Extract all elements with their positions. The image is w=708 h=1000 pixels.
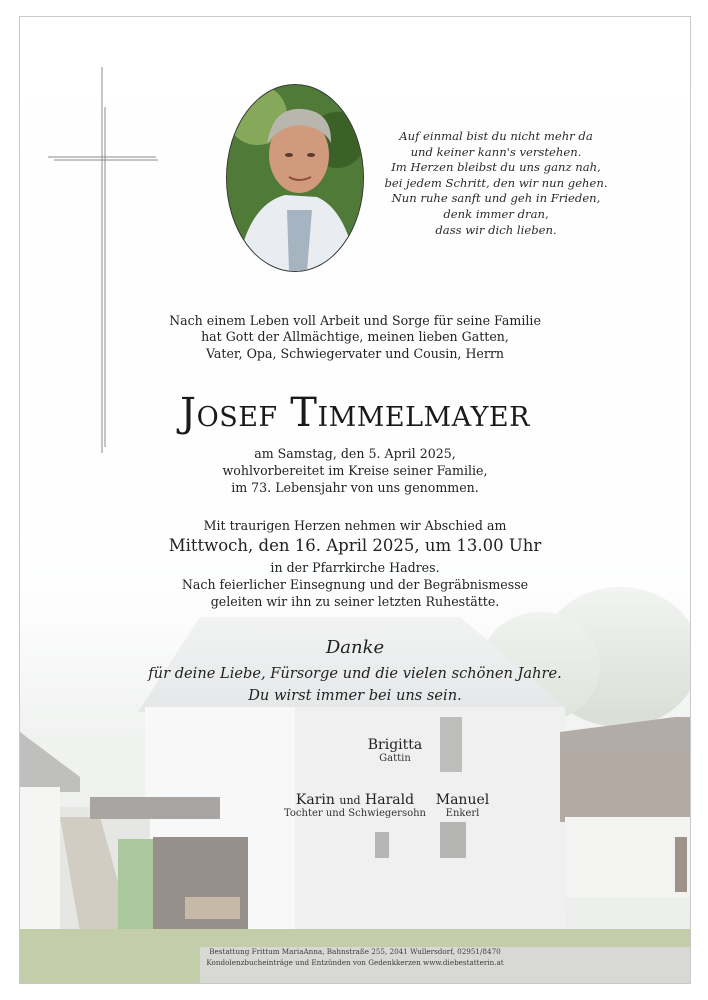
poem-line: dass wir dich lieben. — [435, 222, 557, 237]
funeral-date: Mittwoch, den 16. April 2025, um 13.00 Uhr — [168, 536, 542, 555]
mourner-name-2: Harald — [365, 792, 415, 808]
poem-line: denk immer dran, — [443, 206, 549, 221]
mourner-name — [275, 792, 435, 808]
intro-line: Nach einem Leben voll Arbeit und Sorge für seine Familie — [169, 313, 541, 328]
death-line: wohlvorbereitet im Kreise seiner Familie, — [222, 462, 488, 478]
intro-line: hat Gott der Allmächtige, meinen lieben Gatten, — [201, 329, 509, 345]
mourner-relation: Gattin — [379, 753, 411, 764]
poem-line: und keiner kann's verstehen. — [410, 144, 582, 159]
obituary-card — [19, 16, 691, 984]
mourner-name-1: Karin — [295, 792, 335, 808]
funeral-details — [20, 560, 690, 610]
footer — [20, 946, 690, 968]
deceased-name — [20, 390, 690, 436]
mourner-relation: Tochter und Schwiegersohn — [283, 808, 426, 819]
mourner-joiner: und — [339, 794, 361, 807]
funeral-line: geleiten wir ihn zu seiner letzten Ruhestätte. — [210, 593, 500, 609]
mourner-name: Brigitta — [367, 737, 423, 753]
mourner-wife — [335, 737, 455, 764]
last-rest: immelmayer — [317, 391, 530, 435]
poem — [365, 129, 627, 238]
mourner-grandson — [420, 792, 505, 819]
last-initial: T — [290, 390, 318, 436]
footer-line: Bestattung Frittum MariaAnna, Bahnstraße 255, 2041 Wullersdorf, 02951/8470 — [209, 947, 501, 956]
thanks-line: Du wirst immer bei uns sein. — [248, 687, 462, 704]
poem-line: Im Herzen bleibst du uns ganz nah, — [391, 160, 601, 175]
funeral-intro: Mit traurigen Herzen nehmen wir Abschied am — [203, 518, 507, 533]
death-line: im 73. Lebensjahr von uns genommen. — [231, 479, 479, 495]
footer-line: Kondolenzbucheinträge und Entzünden von Gedenkkerzen www.diebestatterin.at — [206, 958, 504, 967]
mourner-name: Manuel — [435, 792, 490, 808]
poem-line: Nun ruhe sanft und geh in Frieden, — [391, 191, 601, 206]
thanks-title: Danke — [325, 637, 385, 658]
death-details — [20, 446, 690, 496]
thanks-text — [20, 663, 690, 707]
intro-text — [20, 313, 690, 362]
portrait-image — [227, 85, 363, 271]
portrait-photo — [226, 84, 364, 272]
poem-line: bei jedem Schritt, den wir nun gehen. — [384, 175, 608, 190]
death-line: am Samstag, den 5. April 2025, — [254, 446, 456, 461]
poem-line: Auf einmal bist du nicht mehr da — [399, 129, 593, 143]
intro-line: Vater, Opa, Schwiegervater und Cousin, Herrn — [205, 345, 505, 361]
thanks-line: für deine Liebe, Fürsorge und die vielen schönen Jahre. — [148, 665, 562, 682]
funeral-line: in der Pfarrkirche Hadres. — [270, 560, 440, 575]
first-rest: osef — [196, 391, 278, 435]
funeral-line: Nach feierlicher Einsegnung und der Begräbnismesse — [181, 576, 529, 592]
mourner-children — [275, 792, 435, 819]
first-initial: J — [180, 390, 197, 436]
mourner-relation: Enkerl — [445, 808, 480, 819]
